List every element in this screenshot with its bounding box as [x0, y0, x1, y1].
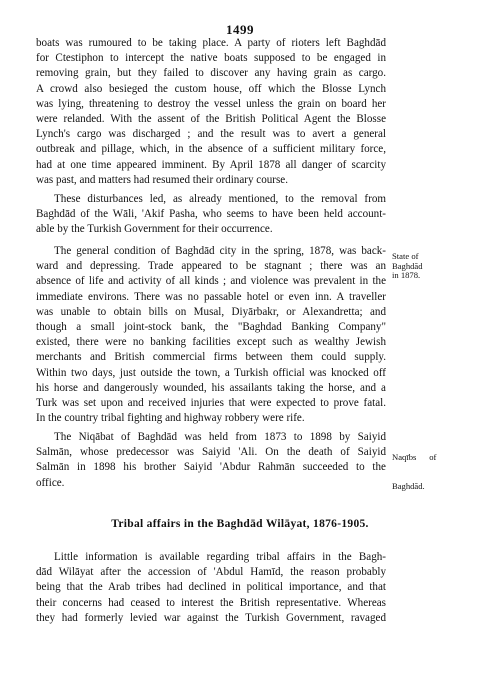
paragraph-5 — [36, 550, 386, 626]
margin-note-state-of-baghdad — [392, 252, 423, 281]
text-line: Salmān, whose predecessor was Saiyid 'Ali. On the death of Saiyid — [36, 446, 386, 459]
text-line: were relanded. With the assent of the British Political Agent the Blosse — [36, 112, 386, 125]
text-line: ward and depressing. Trade appeared to be stagnant ; there was an — [36, 260, 386, 273]
margin-note-line: Naqībs of — [392, 452, 437, 463]
text-line: Turk was set upon and received injuries that were expected to prove fatal. — [36, 396, 386, 409]
text-line: being that the Arab tribes had declined in political importance, and that — [36, 581, 386, 594]
text-line: Lynch's cargo was discharged ; and the result was to avert a general — [36, 128, 386, 141]
text-line: Baghdād of the Wāli, 'Akif Pasha, who seems to have been held account- — [36, 208, 386, 221]
text-line: Salmān in 1898 his brother Saiyid 'Abdur Rahmān succeeded to the — [36, 461, 386, 474]
margin-note-line: in 1878. — [392, 270, 421, 281]
text-line: was lying, threatening to destroy the vessel unless the grain on board her — [36, 97, 386, 110]
margin-note-line: State of — [392, 251, 419, 261]
margin-note-line: Baghdād — [392, 260, 423, 271]
text-line: though a small joint-stock bank, the "Baghdad Banking Company" — [36, 320, 386, 333]
text-line: his horse and dangerously wounded, his assailants taking the horse, and a — [36, 381, 386, 394]
margin-note-line: Baghdād. — [392, 480, 425, 491]
page-number: 1499 — [226, 22, 254, 37]
text-line: In the country tribal fighting and highway robbery were rife. — [36, 412, 305, 425]
paragraph-2 — [36, 192, 386, 238]
paragraph-3 — [36, 244, 386, 426]
text-line: existed, there were no banking facilities except such as wealthy Jewish — [36, 336, 386, 349]
text-line: was past, and matters had resumed their ordinary course. — [36, 173, 288, 186]
text-line: These disturbances led, as already mentioned, to the removal from — [54, 193, 386, 205]
text-line: they had formerly levied war against the Turkish Government, ravaged — [36, 611, 386, 624]
paragraph-1 — [36, 36, 386, 188]
text-line: was unable to obtain bills on Musal, Diyārbakr, or Alexandretta; and — [36, 305, 386, 318]
text-line: A crowd also besieged the custom house, off which the Blosse Lynch — [36, 82, 386, 95]
text-line: office. — [36, 476, 65, 489]
text-line: boats was rumoured to be taking place. A party of rioters left Baghdād — [36, 37, 386, 49]
paragraph-4 — [36, 430, 386, 491]
text-line: Within two days, just outside the town, a Turkish official was knocked off — [36, 366, 386, 379]
text-line: immediate environs. There was no passable hotel or even inn. A traveller — [36, 290, 386, 303]
text-line: merchants and British commercial firms between them could supply. — [36, 351, 386, 364]
text-line: removing grain, but they failed to discover any having grain as cargo. — [36, 67, 386, 80]
margin-note-naqibs — [392, 434, 436, 501]
text-line: their concerns had ceased to interest the British representative. Whereas — [36, 596, 386, 609]
text-line: outbreak and pillage, which, in the absence of a sufficient military force, — [36, 143, 386, 156]
text-line: The general condition of Baghdād city in the spring, 1878, was back- — [54, 245, 386, 257]
text-line: able by the Turkish Government for their occurrence. — [36, 223, 273, 236]
section-heading: Tribal affairs in the Baghdād Wilāyat, 1876-1905. — [111, 518, 369, 530]
text-line: for Ctestiphon to intercept the native boats supposed to be engaged in — [36, 52, 386, 65]
text-line: had at one time appeared imminent. By April 1878 all danger of scarcity — [36, 158, 386, 171]
text-line: absence of life and activity of all kinds ; and violence was prevalent in the — [36, 275, 386, 288]
text-line: The Niqābat of Baghdād was held from 1873 to 1898 by Saiyid — [54, 431, 386, 443]
text-line: dād Wilāyat after the accession of 'Abdul Hamīd, the reason probably — [36, 566, 386, 579]
text-line: Little information is available regarding tribal affairs in the Bagh- — [54, 551, 386, 563]
